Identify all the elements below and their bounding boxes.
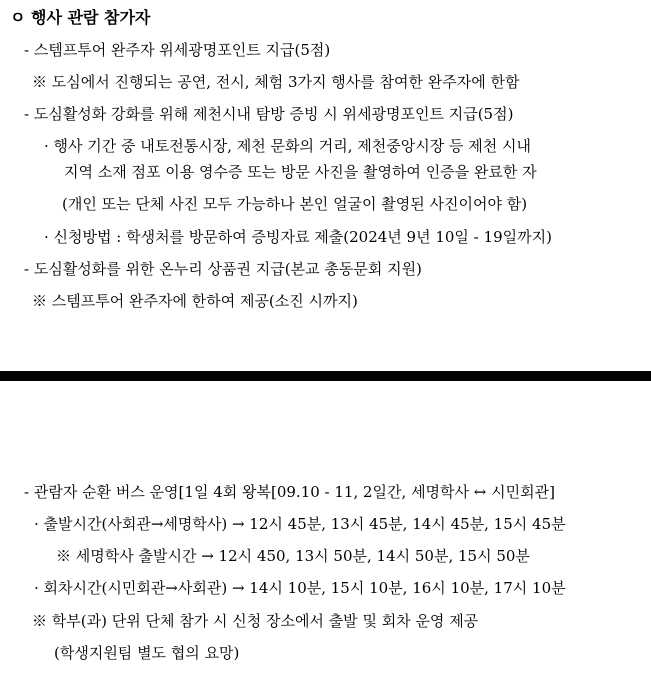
list-item: - 관람자 순환 버스 운영[1일 4회 왕복[09.10 - 11, 2일간, 세명학사 ↔ 시민회관]: [24, 483, 555, 501]
list-item: - 스템프투어 완주자 위세광명포인트 지급(5점): [24, 41, 331, 59]
section-title: ㅇ 행사 관람 참가자: [10, 8, 151, 27]
bullet-item: · 행사 기간 중 내토전통시장, 제천 문화의 거리, 제천중앙시장 등 제천 시내: [44, 137, 531, 155]
note-item: ※ 스템프투어 완주자에 한하여 제공(소진 시까지): [32, 292, 358, 310]
bullet-item: · 출발시간(사회관→세명학사) → 12시 45분, 13시 45분, 14시 45분, 15시 45분: [34, 515, 566, 533]
note-item: ※ 도심에서 진행되는 공연, 전시, 체험 3가지 행사를 참여한 완주자에 한함: [32, 73, 520, 91]
note-continuation: (학생지원팀 별도 협의 요망): [54, 644, 240, 662]
note-item: ※ 학부(과) 단위 단체 참가 시 신청 장소에서 출발 및 회차 운영 제공: [32, 612, 479, 630]
bullet-item: · 신청방법 : 학생처를 방문하여 증빙자료 제출(2024년 9년 10일 - 19일까지): [44, 228, 552, 246]
list-item: - 도심활성화를 위한 온누리 상품권 지급(본교 총동문회 지원): [24, 260, 422, 278]
note-item: ※ 세명학사 출발시간 → 12시 450, 13시 50분, 14시 50분, 15시 50분: [56, 547, 530, 565]
section-divider: [0, 371, 651, 381]
bullet-item: · 회차시간(시민회관→사회관) → 14시 10분, 15시 10분, 16시 10분, 17시 10분: [34, 579, 566, 597]
bullet-item-continuation: 지역 소재 점포 이용 영수증 또는 방문 사진을 촬영하여 인증을 완료한 자: [64, 163, 537, 181]
bullet-item-note: (개인 또는 단체 사진 모두 가능하나 본인 얼굴이 촬영된 사진이어야 함): [62, 195, 528, 213]
list-item: - 도심활성화 강화를 위해 제천시내 탐방 증빙 시 위세광명포인트 지급(5점): [24, 105, 514, 123]
